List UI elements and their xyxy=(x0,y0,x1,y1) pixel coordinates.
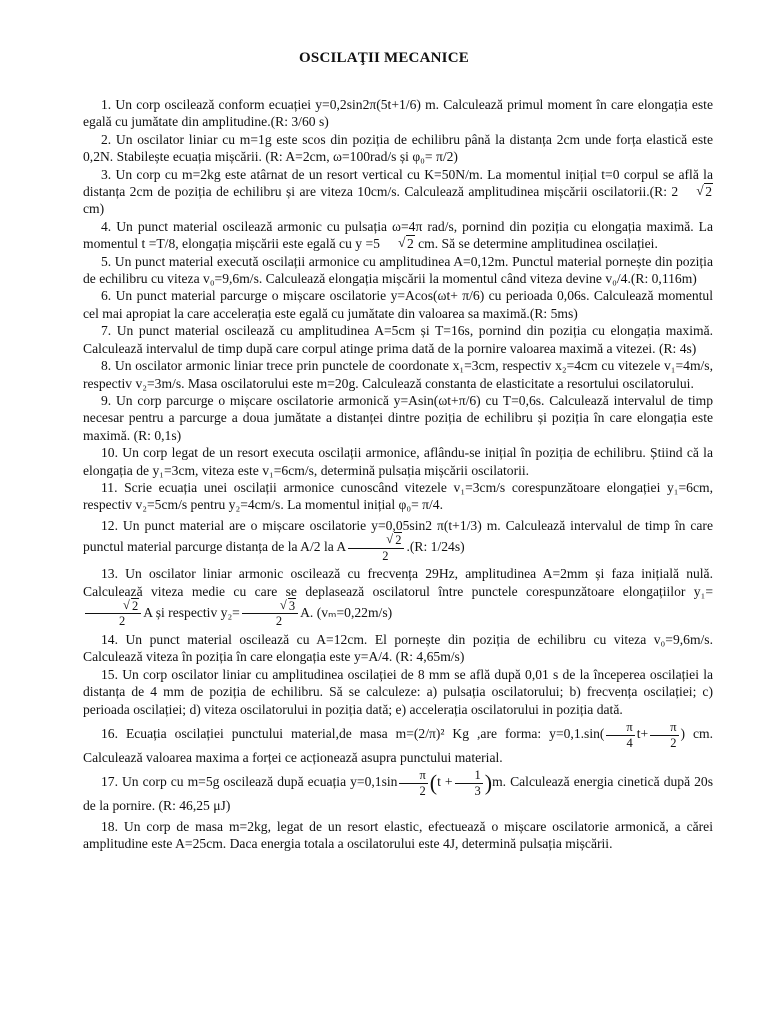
problem-5: 5. Un punct material execută oscilații armonice cu amplitudinea A=0,12m. Punctul material pornește din poziția de echilibru cu viteza v₀=9,6m/s. Calculează elongația mișcării la momentul când viteza devine v₀/4.(R: 0,116m) xyxy=(83,253,713,287)
problem-9: 9. Un corp parcurge o mișcare oscilatorie armonică y=Asin(ωt+π/6) cu T=0,6s. Calculează intervalul de timp necesar pentru a parcurge a doua jumătate a distanței dintre poziția de echilibru și poziția în care elongația este maximă. (R: 0,1s) xyxy=(83,392,713,443)
problem-list xyxy=(83,96,713,853)
problem-10: 10. Un corp legat de un resort executa oscilații armonice, aflându-se inițial în poziția de echilibru. Știind că la elongația de y₁=3cm, viteza este v₁=6cm/s, determină pulsația mișcării oscilatorii. xyxy=(83,445,713,478)
problem-4: 4. Un punct material oscilează armonic cu pulsația ω=4π rad/s, pornind din poziția cu elongația maximă. La momentul t =T/8, elongația mișcării este egală cu y =5√ 2 cm. Să se determine amplitudinea oscilației. xyxy=(83,218,713,253)
problem-6: 6. Un punct material parcurge o mișcare oscilatorie y=Acos(ωt+ π/6) cu perioada 0,06s. Calculează momentul cel mai apropiat la care accelerația este egală cu jumătate din valoarea sa maximă.(R: 5ms) xyxy=(83,288,713,321)
fraction: √ $\frac{2}{2}$ xyxy=(348,534,404,562)
problem-17: 17. Un corp cu m=5g oscilează după ecuația y=0,1sin $\frac{\pi}{2}$ (t + $\frac{1}{3}$ )m. Calculează energia cinetică după 20s de la pornire. (R: 46,25 μJ) xyxy=(83,768,714,814)
fraction: √ $\frac{2}{2}$ xyxy=(85,600,141,628)
document-title: OSCILAŢII MECANICE xyxy=(299,50,469,66)
problem-14: 14. Un punct material oscilează cu A=12cm. El pornește din poziția de echilibru cu viteza v₀=9,6m/s. Calculează viteza în poziția în care elongația este y=A/4. (R: 4,65m/s) xyxy=(83,631,713,665)
problem-15: 15. Un corp oscilator liniar cu amplitudinea oscilației de 8 mm se află după 0,01 s de la începerea oscilației la distanța de 4 mm de poziția de echilibru. Să se calculeze: a) pulsația oscilatorului; b) frecvența oscilației; c) perioada oscilației; d) viteza oscilatorului in poziția dată; e) accelerația oscilatorului in poziția dată. xyxy=(83,666,713,717)
sqrt-symbol: √ 2 xyxy=(678,183,713,200)
fraction: $\frac{\pi}{2}$ xyxy=(650,721,678,749)
problem-18: 18. Un corp de masa m=2kg, legat de un resort elastic, efectuează o mișcare oscilatorie armonică, a cărei amplitudine este A=25cm. Daca energia totala a oscilatorului este 4J, determină pulsația mișcării. xyxy=(83,818,713,852)
problem-3: 3. Un corp cu m=2kg este atârnat de un resort vertical cu K=50N/m. La momentul inițial t=0 corpul se află la distanța 2cm de poziția de echilibru și are viteza 10cm/s. Calculează amplitudinea mișcării oscilatorii.(R: 2√ 2 cm) xyxy=(83,166,713,218)
problem-7: 7. Un punct material oscilează cu amplitudinea A=5cm și T=16s, pornind din poziția cu elongația maximă. Calculează intervalul de timp după care corpul atinge prima dată de la pornire valoarea maximă a vitezei. (R: 4s) xyxy=(83,323,713,356)
problem-16: 16. Ecuația oscilației punctului material,de masa m=(2/π)² Kg ,are forma: y=0,1.sin( $\frac{\pi}{4}$ t+ $\frac{\pi}{2}$ ) cm. Calculează valoarea maxima a forței ce acționează asupra punctului material. xyxy=(83,720,713,765)
problem-2: 2. Un oscilator liniar cu m=1g este scos din poziția de echilibru până la distanța 2cm unde forța elastică este 0,2N. Stabilește ecuația mișcării. (R: A=2cm, ω=100rad/s și φ₀= π/2) xyxy=(83,131,713,165)
problem-1: 1. Un corp oscilează conform ecuației y=0,2sin2π(5t+1/6) m. Calculează primul moment în care elongația este egală cu jumătate din amplitudine.(R: 3/60 s) xyxy=(83,97,713,130)
fraction: $\frac{1}{3}$ xyxy=(455,769,483,797)
problem-8: 8. Un oscilator armonic liniar trece prin punctele de coordonate x₁=3cm, respectiv x₂=4cm cu vitezele v₁=4m/s, respectiv v₂=3m/s. Masa oscilatorului este m=20g. Calculează constanta de elasticitate a resortului oscilatorului. xyxy=(83,358,713,391)
problem-13: 13. Un oscilator liniar armonic oscilează cu frecvența 29Hz, amplitudinea A=2mm și faza inițială nulă. Calculează viteza medie cu care se deplasează oscilatorul între punctele corespunzătoare elongațiilor y₁= √ $\frac{2}{2}$ A și respectiv y₂= √ $\frac{3}{2}$ A. (vₘ=0,22m/s) xyxy=(83,565,713,628)
problem-12: 12. Un punct material are o mișcare oscilatorie y=0,05sin2 π(t+1/3) m. Calculează intervalul de timp în care punctul material parcurge distanța de la A/2 la A √ $\frac{2}{2}$ .(R: 1/24s) xyxy=(83,517,713,562)
fraction: $\frac{\pi}{2}$ xyxy=(399,769,427,797)
sqrt-symbol: √ 2 xyxy=(380,235,415,252)
fraction: $\frac{\pi}{4}$ xyxy=(606,721,634,749)
fraction: √ $\frac{3}{2}$ xyxy=(242,600,298,628)
problem-11: 11. Scrie ecuația unei oscilații armonice cunoscând vitezele v₁=3cm/s corespunzătoare elongației y₁=6cm, respectiv v₂=5cm/s pentru y₂=4cm/s. La momentul inițial φ₀= π/4. xyxy=(83,479,713,513)
